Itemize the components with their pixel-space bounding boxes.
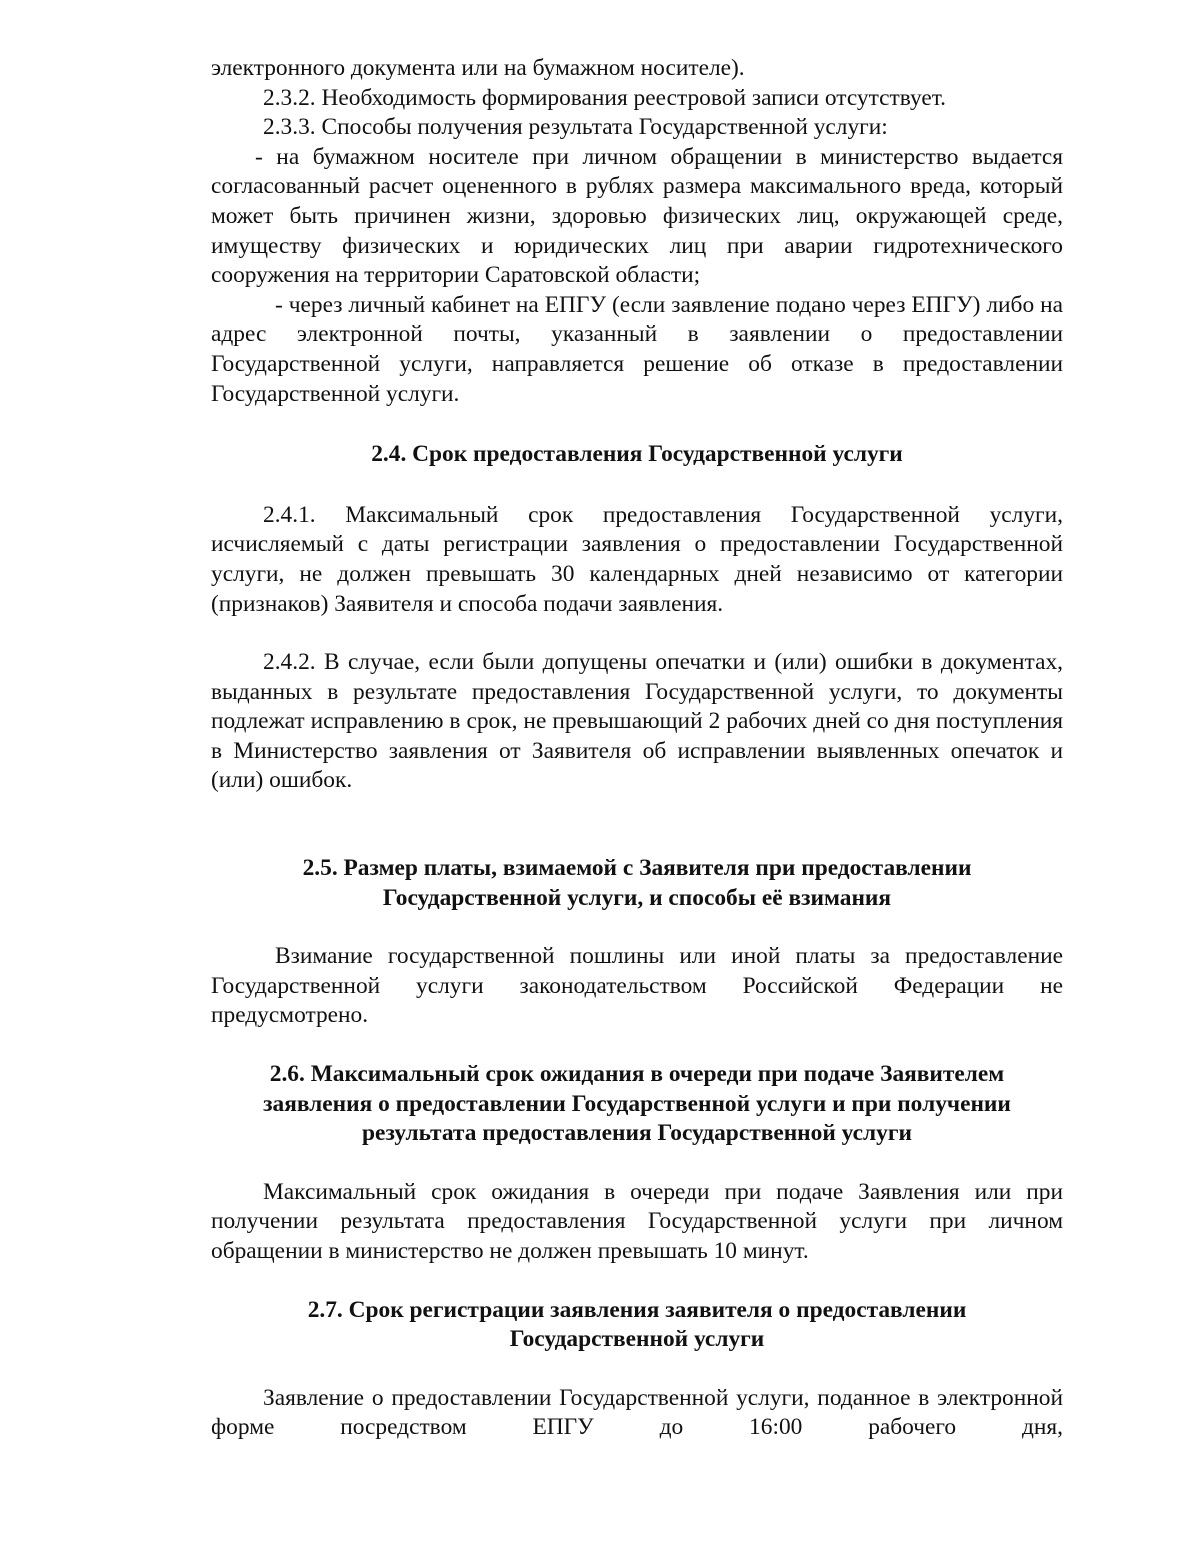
- paragraph-2-3-3: 2.3.3. Способы получения результата Государственной услуги:: [263, 114, 888, 141]
- paragraph-2-6: Максимальный срок ожидания в очереди при подаче Заявления или при получении результата предоставления Государственной услуги при личном обращении в министерство не должен превышать 10 минут.: [211, 1178, 1063, 1264]
- list-item-paper: - на бумажном носителе при личном обращении в министерство выдается согласованный расчет оцененного в рублях размера максимального вреда, который может быть причинен жизни, здоровью физических лиц, окружающей среде, имуществу физических и юридических лиц при аварии гидротехнического сооружения на территории Саратовской области;: [211, 143, 1063, 289]
- paragraph-continuation: электронного документа или на бумажном носителе).: [211, 55, 745, 81]
- paragraph-2-4-2: 2.4.2. В случае, если были допущены опечатки и (или) ошибки в документах, выданных в результате предоставления Государственной услуги, то документы подлежат исправлению в срок, не превышающий 2 рабочих дней со дня поступления в Министерство заявления от Заявителя об исправлении выявленных опечаток и (или) ошибок.: [211, 649, 1063, 794]
- paragraph-2-7: Заявление о предоставлении Государственной услуги, поданное в электронной форме посредством ЕПГУ до 16:00 рабочего дня,: [211, 1384, 1063, 1441]
- section-heading-2-5: [211, 854, 1063, 913]
- heading-line: Государственной услуги, и способы её взимания: [382, 884, 892, 911]
- heading-line: 2.5. Размер платы, взимаемой с Заявителя при предоставлении: [302, 855, 972, 882]
- section-heading-2-6: [211, 1060, 1063, 1149]
- heading-line: результата предоставления Государственной услуги: [362, 1120, 912, 1147]
- heading-line: 2.6. Максимальный срок ожидания в очереди при подаче Заявителем: [269, 1061, 1005, 1088]
- paragraph-2-5: Взимание государственной пошлины или иной платы за предоставление Государственной услуги законодательством Российской Федерации не предусмотрено.: [211, 943, 1063, 1029]
- section-heading-2-4: 2.4. Срок предоставления Государственной услуги: [371, 441, 903, 468]
- section-heading-2-7: [211, 1296, 1063, 1355]
- paragraph-2-4-1: 2.4.1. Максимальный срок предоставления Государственной услуги, исчисляемый с даты регистрации заявления о предоставлении Государственной услуги, не должен превышать 30 календарных дней независимо от категории (признаков) Заявителя и способа подачи заявления.: [211, 501, 1063, 617]
- paragraph-2-3-2: 2.3.2. Необходимость формирования реестровой записи отсутствует.: [263, 84, 947, 111]
- heading-line: 2.7. Срок регистрации заявления заявителя о предоставлении: [307, 1296, 967, 1323]
- list-item-epgu: - через личный кабинет на ЕПГУ (если заявление подано через ЕПГУ) либо на адрес электронной почты, указанный в заявлении о предоставлении Государственной услуги, направляется решение об отказе в предоставлении Государственной услуги.: [211, 291, 1063, 407]
- document-page: [211, 54, 1063, 1443]
- heading-line: Государственной услуги: [509, 1326, 765, 1353]
- heading-line: заявления о предоставлении Государственной услуги и при получении: [263, 1090, 1011, 1117]
